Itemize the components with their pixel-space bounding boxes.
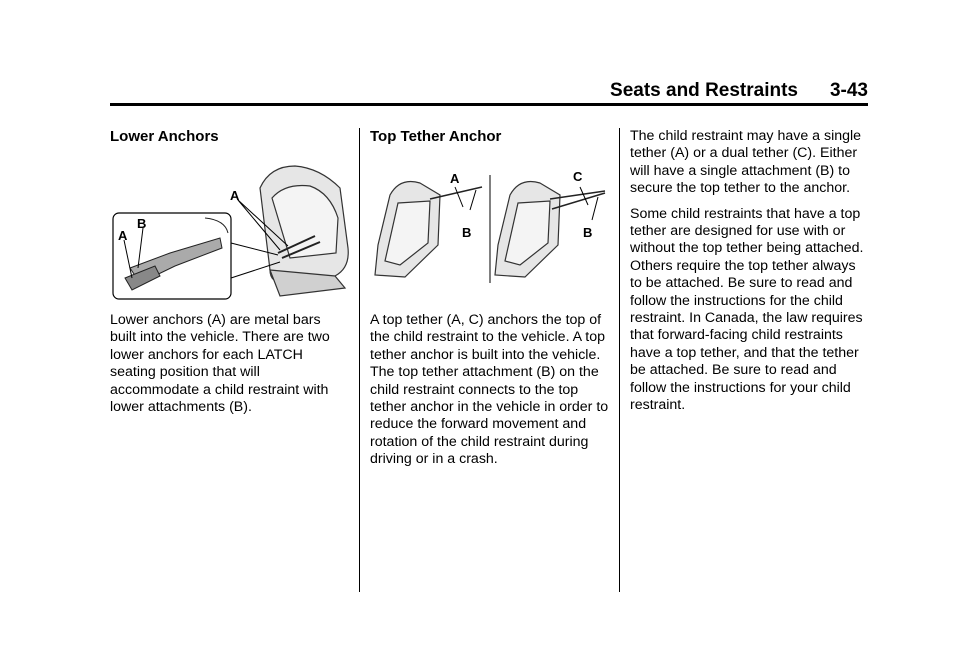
label-a-seat: A bbox=[230, 188, 240, 203]
child-seat-drawing bbox=[260, 166, 348, 296]
label-a-inset: A bbox=[118, 228, 128, 243]
lower-anchors-illustration bbox=[110, 158, 355, 303]
label-b-left: B bbox=[462, 225, 472, 240]
lower-anchors-column bbox=[110, 128, 350, 416]
page-number: 3-43 bbox=[829, 80, 868, 101]
lower-anchors-heading: Lower Anchors bbox=[110, 128, 219, 145]
tether-info-column bbox=[630, 128, 870, 423]
column-divider bbox=[359, 128, 360, 592]
top-tether-heading: Top Tether Anchor bbox=[370, 128, 502, 145]
label-b-right: B bbox=[583, 225, 593, 240]
tether-info-paragraph-2: Some child restraints that have a top tether are designed for use with or without the top tether being attached. Others require the top tether always to be attached. Be sure to read and follow the instructions for the child restraint. In Canada, the law requires that forward-facing child restraints have a top tether, and that the tether be attached. Be sure to read and follow the instructions for your child restraint. bbox=[630, 205, 864, 414]
lower-anchors-paragraph: Lower anchors (A) are metal bars built into the vehicle. There are two lower anchors for each LATCH seating position that will accommodate a child restraint with lower attachments (B). bbox=[110, 312, 330, 416]
tether-info-paragraph-1: The child restraint may have a single tether (A) or a dual tether (C). Either will have a single attachment (B) to secure the top tether to the anchor. bbox=[630, 128, 862, 197]
header-rule bbox=[110, 103, 868, 106]
column-divider bbox=[619, 128, 620, 592]
label-c-right: C bbox=[573, 169, 583, 184]
single-tether-seat-drawing bbox=[375, 182, 440, 278]
top-tether-column bbox=[370, 128, 610, 468]
section-title: Seats and Restraints bbox=[610, 80, 798, 101]
label-a-left: A bbox=[450, 171, 460, 186]
top-tether-illustration bbox=[370, 165, 612, 285]
top-tether-paragraph: A top tether (A, C) anchors the top of the child restraint to the vehicle. A top tether anchor is built into the vehicle. The top tether attachment (B) on the child restraint connects to the top tether anchor in the vehicle in order to reduce the forward movement and rotation of the child restraint during driving or in a crash. bbox=[370, 312, 609, 468]
label-b-inset: B bbox=[137, 216, 147, 231]
dual-tether-seat-drawing bbox=[495, 182, 560, 278]
